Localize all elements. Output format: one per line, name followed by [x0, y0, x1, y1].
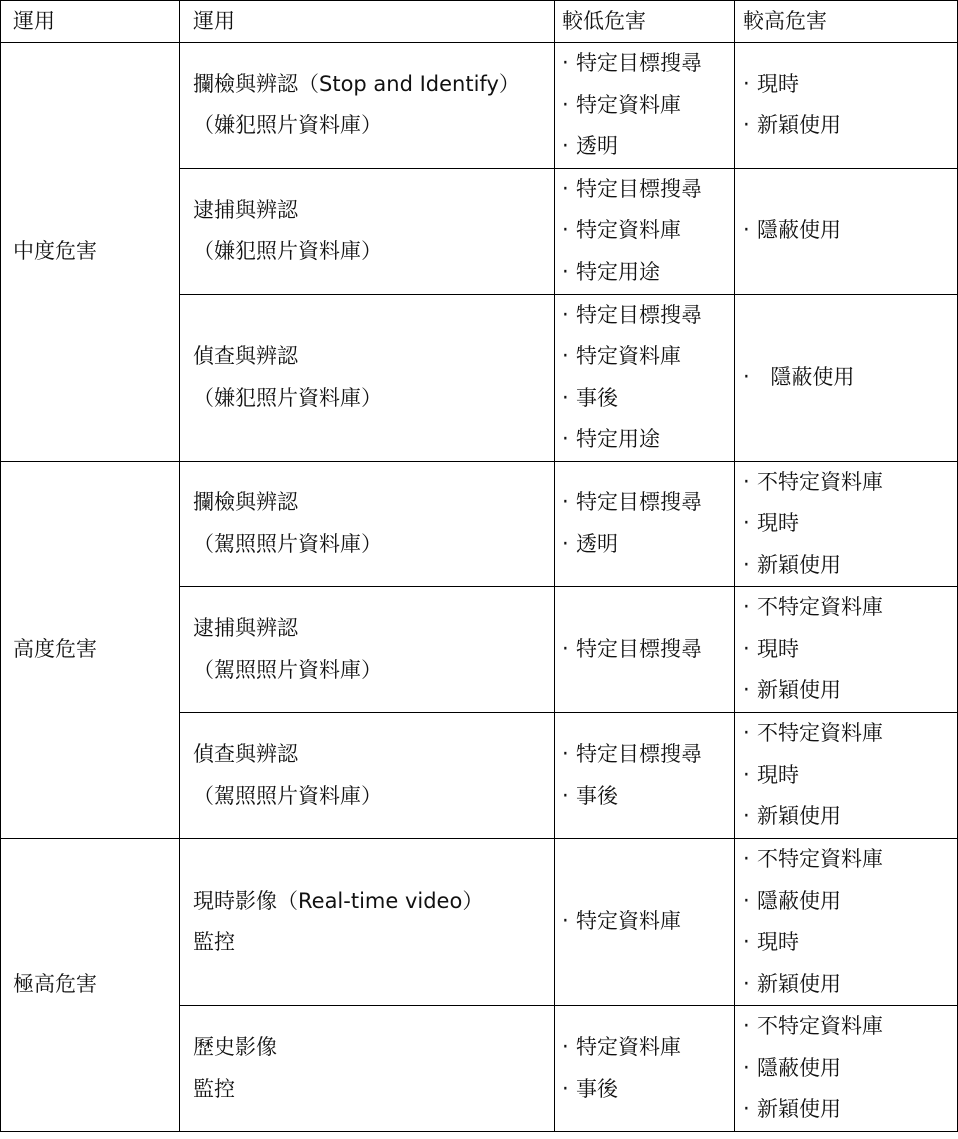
higher-harm-cell [735, 1006, 958, 1132]
lower-harm-factor-text: 透明 [576, 531, 618, 556]
usage-subtitle: （駕照照片資料庫） [193, 531, 382, 556]
usage-subtitle: （駕照照片資料庫） [193, 657, 382, 682]
usage-title: 偵查與辨認 [193, 344, 298, 368]
lower-harm-cell [555, 713, 735, 839]
higher-harm-factor-text: 不特定資料庫 [757, 595, 883, 620]
usage-title: 攔檢與辨認（Stop and Identify） [193, 71, 520, 96]
bullet-icon: ‧ [743, 1055, 750, 1080]
lower-harm-factor-item [562, 901, 734, 943]
bullet-icon: ‧ [743, 1014, 750, 1039]
higher-harm-factor-text: 新穎使用 [757, 804, 841, 829]
table-body [1, 43, 958, 1132]
lower-harm-factor-item [562, 776, 734, 818]
higher-harm-factor-item [743, 1006, 957, 1048]
higher-harm-cell [735, 839, 958, 1006]
bullet-icon: ‧ [743, 971, 750, 996]
bullet-icon: ‧ [562, 176, 569, 201]
higher-harm-factor-item [743, 713, 957, 755]
bullet-icon: ‧ [562, 636, 569, 661]
bullet-icon: ‧ [562, 1076, 569, 1101]
bullet-icon: ‧ [743, 888, 750, 913]
bullet-icon: ‧ [743, 636, 750, 661]
higher-harm-factor-text: 不特定資料庫 [757, 847, 883, 871]
usage-subtitle: （嫌犯照片資料庫） [193, 239, 382, 263]
higher-harm-factor-item [743, 796, 957, 838]
bullet-icon: ‧ [562, 427, 569, 451]
lower-harm-factor-text: 特定目標搜尋 [576, 51, 702, 75]
lower-harm-factor-text: 特定資料庫 [576, 1035, 681, 1059]
bullet-icon: ‧ [562, 344, 569, 368]
higher-harm-cell [735, 713, 958, 839]
higher-harm-factor-item [743, 881, 957, 923]
usage-subtitle: （駕照照片資料庫） [193, 783, 382, 808]
usage-cell [180, 1006, 555, 1132]
higher-harm-factor-item [743, 545, 957, 587]
lower-harm-factor-text: 特定資料庫 [576, 909, 681, 934]
usage-subtitle: 監控 [193, 930, 235, 954]
lower-harm-factor-item [562, 126, 734, 168]
lower-harm-factor-item [562, 169, 734, 211]
usage-title: 現時影像（Real-time video） [193, 888, 484, 913]
higher-harm-factor-text: 新穎使用 [757, 678, 841, 703]
lower-harm-cell [555, 1006, 735, 1132]
lower-harm-factor-item [562, 734, 734, 776]
higher-harm-factor-text: 新穎使用 [757, 113, 841, 138]
harm-level-cell: 極高危害 [1, 839, 180, 1132]
higher-harm-factor-item [743, 587, 957, 629]
higher-harm-factor-text: 隱蔽使用 [757, 364, 855, 389]
lower-harm-factor-item [562, 378, 734, 420]
higher-harm-factor-text: 現時 [757, 71, 799, 96]
bullet-icon: ‧ [562, 134, 569, 158]
harm-level-cell: 中度危害 [1, 43, 180, 462]
lower-harm-cell [555, 294, 735, 461]
lower-harm-factor-text: 特定目標搜尋 [576, 302, 702, 327]
bullet-icon: ‧ [562, 783, 569, 808]
usage-cell [180, 587, 555, 713]
higher-harm-factor-text: 現時 [757, 636, 799, 661]
usage-title: 逮捕與辨認 [193, 197, 298, 222]
lower-harm-cell [555, 587, 735, 713]
lower-harm-factor-item [562, 252, 734, 294]
bullet-icon: ‧ [562, 302, 569, 327]
higher-harm-factor-item [743, 503, 957, 545]
higher-harm-factor-item [743, 357, 957, 399]
usage-subtitle: （嫌犯照片資料庫） [193, 385, 382, 410]
table-row [1, 43, 958, 169]
bullet-icon: ‧ [562, 51, 569, 75]
higher-harm-factor-item [743, 922, 957, 964]
higher-harm-factor-item [743, 670, 957, 712]
header-usage-level: 運用 [1, 1, 180, 43]
bullet-icon: ‧ [743, 511, 750, 535]
bullet-icon: ‧ [743, 71, 750, 96]
higher-harm-factor-item [743, 462, 957, 504]
table-row [1, 839, 958, 1006]
bullet-icon: ‧ [743, 678, 750, 703]
bullet-icon: ‧ [743, 930, 750, 954]
lower-harm-factor-item [562, 524, 734, 566]
bullet-icon: ‧ [562, 490, 569, 515]
usage-title: 偵查與辨認 [193, 742, 298, 766]
bullet-icon: ‧ [562, 92, 569, 117]
lower-harm-factor-text: 特定資料庫 [576, 92, 681, 117]
table-row [1, 461, 958, 587]
higher-harm-factor-item [743, 629, 957, 671]
lower-harm-factor-text: 特定目標搜尋 [576, 490, 702, 515]
higher-harm-factor-text: 隱蔽使用 [757, 1055, 841, 1080]
bullet-icon: ‧ [562, 218, 569, 243]
lower-harm-factor-text: 事後 [576, 1076, 618, 1101]
usage-title: 逮捕與辨認 [193, 616, 298, 640]
higher-harm-factor-item [743, 105, 957, 147]
lower-harm-factor-item [562, 419, 734, 461]
higher-harm-factor-item [743, 964, 957, 1006]
bullet-icon: ‧ [743, 721, 750, 746]
higher-harm-factor-text: 現時 [757, 930, 799, 954]
lower-harm-cell [555, 168, 735, 294]
bullet-icon: ‧ [743, 218, 750, 243]
lower-harm-factor-text: 特定用途 [576, 427, 660, 451]
bullet-icon: ‧ [743, 762, 750, 787]
lower-harm-cell [555, 43, 735, 169]
lower-harm-factor-text: 特定目標搜尋 [576, 742, 702, 766]
higher-harm-factor-item [743, 755, 957, 797]
bullet-icon: ‧ [743, 364, 750, 389]
higher-harm-factor-text: 新穎使用 [757, 971, 841, 996]
usage-cell [180, 713, 555, 839]
bullet-icon: ‧ [562, 259, 569, 284]
header-usage: 運用 [180, 1, 555, 43]
lower-harm-factor-text: 特定目標搜尋 [576, 176, 702, 201]
bullet-icon: ‧ [562, 909, 569, 934]
higher-harm-factor-text: 不特定資料庫 [757, 1014, 883, 1039]
higher-harm-factor-text: 新穎使用 [757, 1097, 841, 1122]
header-higher-harm: 較高危害 [735, 1, 958, 43]
usage-cell [180, 461, 555, 587]
bullet-icon: ‧ [743, 552, 750, 577]
lower-harm-factor-text: 透明 [576, 134, 618, 158]
usage-cell [180, 294, 555, 461]
higher-harm-factor-item [743, 839, 957, 881]
usage-title: 歷史影像 [193, 1035, 277, 1059]
bullet-icon: ‧ [743, 469, 750, 494]
lower-harm-factor-item [562, 1027, 734, 1069]
higher-harm-factor-item [743, 64, 957, 106]
higher-harm-factor-text: 不特定資料庫 [757, 469, 883, 494]
higher-harm-factor-item [743, 1089, 957, 1131]
higher-harm-factor-text: 新穎使用 [757, 552, 841, 577]
usage-cell [180, 43, 555, 169]
bullet-icon: ‧ [562, 1035, 569, 1059]
usage-subtitle: （嫌犯照片資料庫） [193, 113, 382, 138]
higher-harm-factor-text: 隱蔽使用 [757, 888, 841, 913]
lower-harm-factor-item [562, 43, 734, 85]
bullet-icon: ‧ [562, 385, 569, 410]
lower-harm-factor-item [562, 336, 734, 378]
lower-harm-factor-item [562, 629, 734, 671]
lower-harm-factor-item [562, 85, 734, 127]
usage-cell [180, 168, 555, 294]
bullet-icon: ‧ [743, 1097, 750, 1122]
harm-level-cell: 高度危害 [1, 461, 180, 839]
lower-harm-factor-text: 特定用途 [576, 259, 660, 284]
lower-harm-factor-item [562, 1069, 734, 1111]
higher-harm-factor-text: 現時 [757, 762, 799, 787]
usage-cell [180, 839, 555, 1006]
lower-harm-factor-text: 特定目標搜尋 [576, 636, 702, 661]
higher-harm-factor-text: 不特定資料庫 [757, 721, 883, 746]
higher-harm-cell [735, 168, 958, 294]
higher-harm-factor-item [743, 1048, 957, 1090]
higher-harm-cell [735, 461, 958, 587]
higher-harm-cell [735, 43, 958, 169]
bullet-icon: ‧ [743, 847, 750, 871]
lower-harm-factor-item [562, 210, 734, 252]
table-header-row [1, 1, 958, 43]
lower-harm-cell [555, 461, 735, 587]
higher-harm-cell [735, 294, 958, 461]
bullet-icon: ‧ [743, 804, 750, 829]
bullet-icon: ‧ [743, 113, 750, 138]
lower-harm-factor-text: 特定資料庫 [576, 218, 681, 243]
lower-harm-factor-text: 特定資料庫 [576, 344, 681, 368]
lower-harm-factor-item [562, 295, 734, 337]
lower-harm-factor-item [562, 482, 734, 524]
usage-title: 攔檢與辨認 [193, 490, 298, 515]
bullet-icon: ‧ [743, 595, 750, 620]
lower-harm-factor-text: 事後 [576, 783, 618, 808]
lower-harm-factor-text: 事後 [576, 385, 618, 410]
header-lower-harm: 較低危害 [555, 1, 735, 43]
higher-harm-factor-item [743, 210, 957, 252]
higher-harm-factor-text: 隱蔽使用 [757, 218, 841, 243]
lower-harm-cell [555, 839, 735, 1006]
usage-subtitle: 監控 [193, 1076, 235, 1101]
higher-harm-factor-text: 現時 [757, 511, 799, 535]
bullet-icon: ‧ [562, 531, 569, 556]
higher-harm-cell [735, 587, 958, 713]
bullet-icon: ‧ [562, 742, 569, 766]
